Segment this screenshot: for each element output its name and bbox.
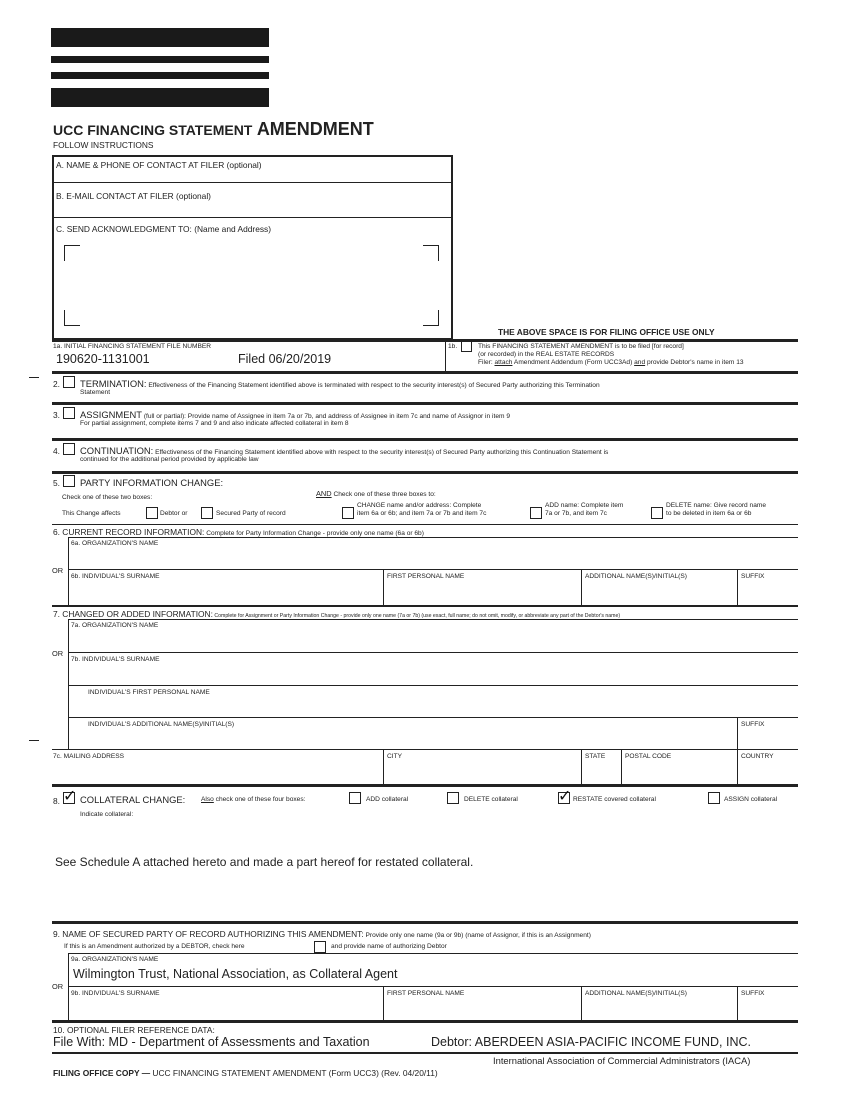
item5-add2: 7a or 7b, and item 7c: [545, 510, 607, 517]
divider-footer: [52, 1052, 798, 1054]
header-bar-1: [51, 28, 269, 47]
item3-text2: For partial assignment, complete items 7 and 9 and also indicate affected collateral in item 8: [80, 420, 349, 427]
item9-suffix-label: SUFFIX: [741, 990, 765, 997]
item5-title: PARTY INFORMATION CHANGE:: [80, 477, 224, 488]
item1a-file-number: 190620-1131001: [56, 352, 150, 366]
corner-top-left: [64, 245, 80, 261]
divider-7c-city: [383, 749, 384, 784]
item5-change1: CHANGE name and/or address: Complete: [357, 502, 482, 509]
item2-num: 2.: [53, 379, 60, 389]
item9-or: OR: [52, 982, 64, 991]
item6b-label: 6b. INDIVIDUAL'S SURNAME: [71, 573, 160, 580]
delete-name-checkbox[interactable]: [651, 507, 663, 519]
divider-9b-top: [68, 986, 798, 987]
item7-first-label: INDIVIDUAL'S FIRST PERSONAL NAME: [88, 689, 210, 696]
divider-7a-top: [68, 619, 798, 620]
item1b-line1: This FINANCING STATEMENT AMENDMENT is to be filed [for record]: [478, 343, 684, 350]
divider-9b-additional: [581, 986, 582, 1020]
divider-a-b: [53, 182, 452, 183]
item1b-line3: Filer: attach Amendment Addendum (Form UCC3Ad) and provide Debtor's name in item 13: [478, 359, 744, 366]
item9-additional-label: ADDITIONAL NAME(S)/INITIAL(S): [585, 990, 687, 997]
box-b-label: B. E-MAIL CONTACT AT FILER (optional): [56, 191, 211, 201]
divider-item4-top: [52, 438, 798, 441]
item1a-filed-date: Filed 06/20/2019: [238, 352, 332, 366]
divider-1a-1b: [445, 341, 446, 371]
divider-6b-top: [68, 569, 798, 570]
divider-9b-first: [383, 986, 384, 1020]
divider-item10-top: [52, 1020, 798, 1023]
divider-item9-top: [52, 921, 798, 924]
form-title: UCC FINANCING STATEMENT AMENDMENT: [53, 119, 374, 139]
divider-7-first-top: [68, 685, 798, 686]
item8-num: 8.: [53, 796, 60, 806]
item1b-line2: (or recorded) in the REAL ESTATE RECORDS: [478, 351, 615, 358]
item6-additional-label: ADDITIONAL NAME(S)/INITIAL(S): [585, 573, 687, 580]
collateral-text: See Schedule A attached hereto and made a part hereof for restated collateral.: [55, 855, 474, 869]
corner-bottom-left: [64, 310, 80, 326]
item8-also: Also check one of these four boxes:: [201, 796, 306, 803]
item5-add1: ADD name: Complete item: [545, 502, 624, 509]
restate-collateral-check-icon: ✓: [558, 786, 572, 805]
item2-text2: Statement: [80, 389, 111, 396]
item7-or: OR: [52, 649, 64, 658]
item7-suffix-label: SUFFIX: [741, 721, 765, 728]
item4-text2: continued for the additional period provided by applicable law: [80, 456, 259, 463]
divider-7-additional-top: [68, 717, 798, 718]
delete-collateral-checkbox[interactable]: [447, 792, 459, 804]
divider-7-suffix: [737, 717, 738, 749]
item5-secured: Secured Party of record: [216, 510, 286, 517]
item9a-value: Wilmington Trust, National Association, as Collateral Agent: [73, 967, 398, 981]
divider-b-c: [53, 217, 452, 218]
item3-num: 3.: [53, 410, 60, 420]
divider-7c-top: [52, 749, 798, 750]
margin-tick-upper: [29, 377, 39, 378]
header-bar-2: [51, 56, 269, 63]
divider-7c-state: [581, 749, 582, 784]
item7b-label: 7b. INDIVIDUAL'S SURNAME: [71, 656, 160, 663]
assign-collateral-label: ASSIGN collateral: [724, 796, 778, 803]
item7-state-label: STATE: [585, 753, 606, 760]
item1b-num: 1b.: [448, 343, 458, 350]
divider-6-left: [68, 537, 69, 605]
change-name-checkbox[interactable]: [342, 507, 354, 519]
divider-7c-country: [737, 749, 738, 784]
item5-check-three: AND Check one of these three boxes to:: [316, 489, 436, 498]
item7-title-row: 7. CHANGED OR ADDED INFORMATION: Complete for Assignment or Party Information Change - provide only one name (7a or 7b) (use exact, full name; do not omit, modify, or abbreviate any part of the Debtor's name): [53, 609, 621, 619]
divider-item8-top: [52, 784, 798, 787]
divider-9a-top: [68, 953, 798, 954]
item7-postal-label: POSTAL CODE: [625, 753, 672, 760]
debtor-checkbox[interactable]: [146, 507, 158, 519]
add-collateral-label: ADD collateral: [366, 796, 409, 803]
item5-check-two: Check one of these two boxes:: [62, 494, 153, 501]
divider-7b-top: [68, 652, 798, 653]
box-a-label: A. NAME & PHONE OF CONTACT AT FILER (optional): [56, 160, 262, 170]
item8-title: COLLATERAL CHANGE:: [80, 794, 186, 805]
divider-item3-top: [52, 402, 798, 405]
item5-affects: This Change affects: [62, 510, 121, 517]
box-c-label: C. SEND ACKNOWLEDGMENT TO: (Name and Address): [56, 224, 272, 234]
item9-first-label: FIRST PERSONAL NAME: [387, 990, 465, 997]
item5-num: 5.: [53, 478, 60, 488]
item9b-label: 9b. INDIVIDUAL'S SURNAME: [71, 990, 160, 997]
item7a-label: 7a. ORGANIZATION'S NAME: [71, 622, 159, 629]
debtor-authorized-checkbox[interactable]: [314, 941, 326, 953]
item4-text: CONTINUATION: Effectiveness of the Financing Statement identified above with respect to the security interest(s) of Secured Party authorizing this Continuation Statement is: [80, 445, 609, 456]
assign-collateral-checkbox[interactable]: [708, 792, 720, 804]
footer-iaca: International Association of Commercial Administrators (IACA): [493, 1055, 751, 1066]
item7-country-label: COUNTRY: [741, 753, 774, 760]
filing-office-note: THE ABOVE SPACE IS FOR FILING OFFICE USE ONLY: [498, 327, 715, 337]
item6-title-row: 6. CURRENT RECORD INFORMATION: Complete for Party Information Change - provide only one name (6a or 6b): [53, 527, 424, 537]
item10-debtor: Debtor: ABERDEEN ASIA-PACIFIC INCOME FUND, INC.: [431, 1035, 751, 1049]
header-bar-3: [51, 72, 269, 79]
item5-delete1: DELETE name: Give record name: [666, 502, 767, 509]
divider-item6-top: [52, 524, 798, 525]
item6-suffix-label: SUFFIX: [741, 573, 765, 580]
item9a-label: 9a. ORGANIZATION'S NAME: [71, 956, 159, 963]
divider-7-left: [68, 619, 69, 749]
item4-num: 4.: [53, 446, 60, 456]
divider-6b-first: [383, 569, 384, 605]
divider-7c-postal: [621, 749, 622, 784]
follow-instructions: FOLLOW INSTRUCTIONS: [53, 140, 154, 150]
party-change-checkbox[interactable]: [63, 475, 75, 487]
divider-9b-suffix: [737, 986, 738, 1020]
item7-additional-label: INDIVIDUAL'S ADDITIONAL NAME(S)/INITIAL(S): [88, 721, 235, 728]
continuation-checkbox[interactable]: [63, 443, 75, 455]
divider-6b-suffix: [737, 569, 738, 605]
item6-first-label: FIRST PERSONAL NAME: [387, 573, 465, 580]
item1b-checkbox[interactable]: [461, 341, 472, 352]
item9-line2-pre: If this is an Amendment authorized by a DEBTOR, check here: [64, 943, 245, 950]
collateral-change-check-icon: ✓: [63, 786, 77, 805]
margin-tick-lower: [29, 740, 39, 741]
divider-item2-top: [52, 371, 798, 374]
item3-text: ASSIGNMENT (full or partial): Provide name of Assignee in item 7a or 7b, and address of Assignee in item 7c and name of Assignor in item 9: [80, 409, 510, 420]
footer-form: FILING OFFICE COPY — UCC FINANCING STATEMENT AMENDMENT (Form UCC3) (Rev. 04/20/11): [53, 1068, 438, 1078]
item6-or: OR: [52, 566, 64, 575]
add-collateral-checkbox[interactable]: [349, 792, 361, 804]
item5-debtor: Debtor or: [160, 510, 188, 517]
add-name-checkbox[interactable]: [530, 507, 542, 519]
divider-item5-top: [52, 471, 798, 474]
corner-top-right: [423, 245, 439, 261]
restate-collateral-label: RESTATE covered collateral: [573, 796, 656, 803]
divider-item1-top: [52, 339, 798, 342]
item8-indicate: Indicate collateral:: [80, 811, 134, 818]
termination-checkbox[interactable]: [63, 376, 75, 388]
item2-text: TERMINATION: Effectiveness of the Financing Statement identified above is terminated with respect to the security interest(s) of Secured Party authorizing this Termination: [80, 378, 600, 389]
divider-item7-top: [52, 605, 798, 607]
item1a-label: 1a. INITIAL FINANCING STATEMENT FILE NUMBER: [53, 343, 212, 350]
item9-line2-post: and provide name of authorizing Debtor: [331, 943, 447, 950]
item9-title-row: 9. NAME OF SECURED PARTY OF RECORD AUTHORIZING THIS AMENDMENT: Provide only one name (9a or 9b) (name of Assignor, if this is an Assignment): [53, 929, 591, 939]
divider-6a-top: [68, 537, 798, 538]
item10-label: 10. OPTIONAL FILER REFERENCE DATA:: [53, 1025, 215, 1035]
item6a-label: 6a. ORGANIZATION'S NAME: [71, 540, 159, 547]
corner-bottom-right: [423, 310, 439, 326]
divider-6b-additional: [581, 569, 582, 605]
item7c-label: 7c. MAILING ADDRESS: [53, 753, 125, 760]
item5-delete2: to be deleted in item 6a or 6b: [666, 510, 752, 517]
item10-file-with: File With: MD - Department of Assessments and Taxation: [53, 1035, 370, 1049]
delete-collateral-label: DELETE collateral: [464, 796, 518, 803]
secured-party-checkbox[interactable]: [201, 507, 213, 519]
item7-city-label: CITY: [387, 753, 403, 760]
item5-change2: item 6a or 6b; and item 7a or 7b and item 7c: [357, 510, 487, 517]
assignment-checkbox[interactable]: [63, 407, 75, 419]
header-bar-4: [51, 88, 269, 107]
